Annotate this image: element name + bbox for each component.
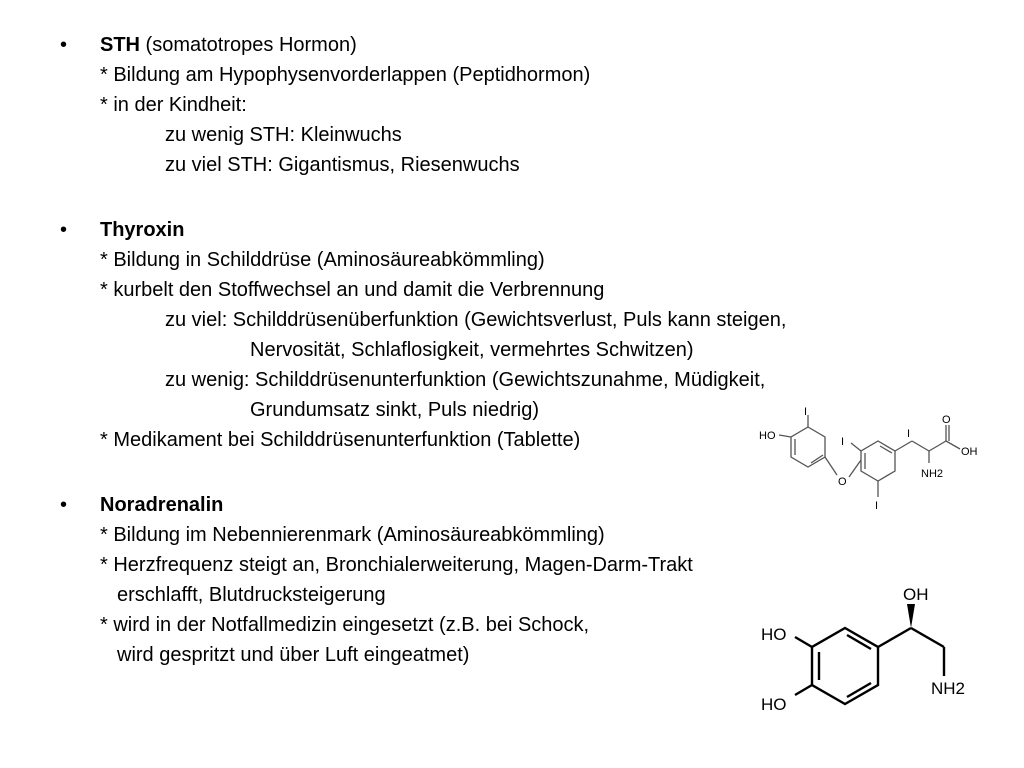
thyroxin-structure <box>755 405 990 515</box>
thyroxin-atom: I <box>875 500 879 512</box>
thyroxin-bond <box>946 441 960 449</box>
noradrenalin-structure <box>755 580 985 720</box>
section-thyroxin-heading <box>100 215 1000 245</box>
thyroxin-atom: OH <box>961 446 978 458</box>
section-sth-line: zu wenig STH: Kleinwuchs <box>165 124 402 146</box>
section-thyroxin-line: Grundumsatz sinkt, Puls niedrig) <box>250 399 540 421</box>
section-thyroxin-line: * kurbelt den Stoffwechsel an und damit die Verbrennung <box>100 279 605 301</box>
noradrenalin-bond <box>795 685 812 695</box>
section-thyroxin-line: zu viel: Schilddrüsenüberfunktion (Gewichtsverlust, Puls kann steigen, <box>165 309 787 331</box>
section-noradrenalin-line: * Bildung im Nebennierenmark (Aminosäureabkömmling) <box>100 524 605 546</box>
section-sth-heading <box>100 30 1000 60</box>
thyroxin-atom: NH2 <box>921 468 944 480</box>
noradrenalin-atom: NH2 <box>931 679 966 698</box>
section-sth-line: * in der Kindheit: <box>100 94 247 116</box>
section-sth-title: STH <box>100 34 140 56</box>
thyroxin-bond <box>912 441 929 451</box>
section-sth <box>100 30 1000 180</box>
section-sth-line: zu viel STH: Gigantismus, Riesenwuchs <box>165 154 520 176</box>
noradrenalin-atom: OH <box>903 585 929 604</box>
noradrenalin-wedge-bond <box>907 604 915 628</box>
noradrenalin-bonds <box>795 628 944 704</box>
section-thyroxin-line: Nervosität, Schlaflosigkeit, vermehrtes Schwitzen) <box>250 339 694 361</box>
thyroxin-atom: I <box>804 406 808 418</box>
thyroxin-bond <box>895 441 912 451</box>
thyroxin-bonds <box>779 415 960 497</box>
thyroxin-structure-svg <box>755 405 990 515</box>
bullet-thyroxin: • <box>60 219 68 241</box>
section-noradrenalin-line: * wird in der Notfallmedizin eingesetzt (z.B. bei Schock, <box>100 614 590 636</box>
thyroxin-ring-a <box>791 427 825 467</box>
thyroxin-atom: I <box>907 428 911 440</box>
thyroxin-atom: HO <box>759 430 776 442</box>
section-thyroxin-title: Thyroxin <box>100 219 185 241</box>
section-noradrenalin-title: Noradrenalin <box>100 494 224 516</box>
bullet-sth: • <box>60 34 68 56</box>
noradrenalin-atom: HO <box>761 625 787 644</box>
thyroxin-ring-b <box>861 441 895 481</box>
noradrenalin-ring <box>812 628 878 704</box>
noradrenalin-bond <box>878 628 911 647</box>
bullet-noradrenalin: • <box>60 494 68 516</box>
section-noradrenalin-line: * Herzfrequenz steigt an, Bronchialerweiterung, Magen-Darm-Trakt <box>100 554 693 576</box>
section-sth-line: * Bildung am Hypophysenvorderlappen (Peptidhormon) <box>100 64 591 86</box>
thyroxin-bond <box>779 435 791 437</box>
section-noradrenalin-line: wird gespritzt und über Luft eingeatmet) <box>117 644 470 666</box>
thyroxin-bond <box>825 457 837 475</box>
thyroxin-bond <box>849 460 861 477</box>
noradrenalin-structure-svg <box>755 580 985 720</box>
thyroxin-bond <box>851 443 861 451</box>
section-thyroxin-line: * Medikament bei Schilddrüsenunterfunktion (Tablette) <box>100 429 581 451</box>
section-thyroxin-line: * Bildung in Schilddrüse (Aminosäureabkömmling) <box>100 249 545 271</box>
thyroxin-atom: I <box>841 436 845 448</box>
section-noradrenalin-line: erschlafft, Blutdrucksteigerung <box>117 584 386 606</box>
thyroxin-atom: O <box>838 476 847 488</box>
thyroxin-atoms <box>759 406 978 512</box>
noradrenalin-bond <box>795 637 812 647</box>
thyroxin-bond <box>929 441 946 451</box>
noradrenalin-atom: HO <box>761 695 787 714</box>
section-sth-subtitle: (somatotropes Hormon) <box>140 34 357 56</box>
thyroxin-ring-b-double-bond <box>880 446 892 453</box>
section-thyroxin-line: zu wenig: Schilddrüsenunterfunktion (Gewichtszunahme, Müdigkeit, <box>165 369 766 391</box>
noradrenalin-bond <box>911 628 944 647</box>
thyroxin-atom: O <box>942 414 951 426</box>
